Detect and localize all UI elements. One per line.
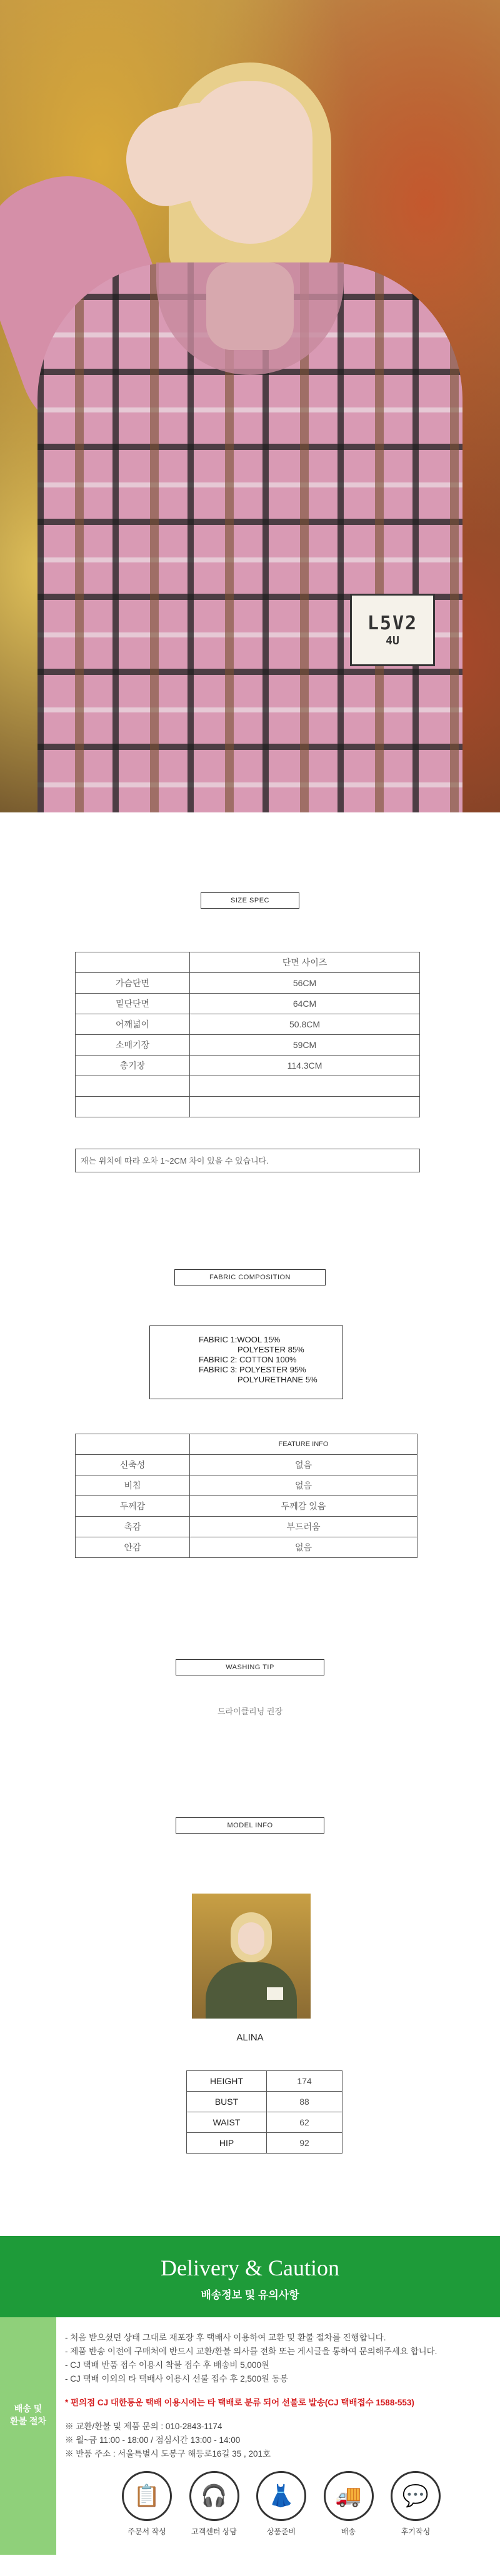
model-photo-jacket [206,1962,297,2019]
delivery-body [0,2317,500,2576]
table-cell: 없음 [190,1537,418,1558]
table-cell: 없음 [190,1475,418,1496]
table-row [187,2112,342,2133]
table-row [76,1455,418,1475]
washing-text: 드라이클리닝 권장 [217,1707,283,1716]
table-cell: 64CM [190,994,420,1014]
washing-title: WASHING TIP [176,1659,324,1675]
process-step [119,2471,175,2537]
table-cell: 어깨넓이 [76,1014,190,1035]
process-step [253,2471,309,2537]
table-row [76,1475,418,1496]
table-cell: 안감 [76,1537,190,1558]
table-cell: 두께감 [76,1496,190,1517]
process-step [388,2471,444,2537]
side-label-line: 배송 및 [14,2404,42,2414]
table-cell [190,1097,420,1117]
model-name: ALINA [236,2032,264,2043]
delivery-warning: * 편의점 CJ 대한통운 택배 이용시에는 타 택배로 분류 되어 선불로 발송(CJ 택배접수 1588-553) [65,2398,414,2407]
process-step-label: 고객센터 상담 [191,2527,237,2536]
process-step [186,2471,242,2537]
delivery-line: - CJ 택배 이외의 타 택배사 이용시 선불 접수 후 2,500원 동봉 [65,2374,288,2384]
table-row [76,1014,420,1035]
model-info-title: MODEL INFO [176,1817,324,1834]
table-row [76,1076,420,1097]
table-row [76,1517,418,1537]
table-cell: 없음 [190,1455,418,1475]
table-cell: 소매기장 [76,1035,190,1056]
table-row [76,1496,418,1517]
patch-text-1: L5V2 [367,612,418,634]
delivery-line: - 제품 반송 이전에 구매처에 반드시 교환/환불 의사를 전화 또는 게시글을 통하여 문의해주세요 합니다. [65,2347,438,2356]
table-cell [76,1076,190,1097]
table-cell: 가슴단면 [76,973,190,994]
fabric-line: POLYESTER 85% [238,1345,304,1354]
table-cell: 비침 [76,1475,190,1496]
delivery-text [65,2331,490,2461]
process-step-label: 배송 [341,2527,356,2536]
table-cell: 114.3CM [190,1056,420,1076]
fabric-title: FABRIC COMPOSITION [174,1269,326,1286]
table-row [76,1537,418,1558]
table-cell: HIP [187,2133,267,2154]
size-note: 재는 위치에 따라 오차 1~2CM 차이 있을 수 있습니다. [75,1149,420,1172]
table-cell: 촉감 [76,1517,190,1537]
model-photo-face [238,1922,264,1955]
headset-icon: 🎧 [189,2471,239,2521]
table-cell: 총기장 [76,1056,190,1076]
process-step-label: 주문서 작성 [128,2527,166,2536]
fabric-line: FABRIC 2: COTTON 100% [199,1355,297,1364]
clipboard-icon: 📋 [122,2471,172,2521]
table-row [76,1035,420,1056]
table-cell: 밑단단면 [76,994,190,1014]
table-cell [190,1076,420,1097]
table-row [76,973,420,994]
model-photo-patch [267,1987,283,2000]
table-cell: BUST [187,2092,267,2112]
coat-patch-logo [350,594,435,666]
table-cell [76,1434,190,1455]
table-cell [76,952,190,973]
table-cell: WAIST [187,2112,267,2133]
size-spec-title: SIZE SPEC [201,892,299,909]
table-cell: 174 [267,2071,342,2092]
table-row [187,2092,342,2112]
side-label-line: 환불 절차 [10,2416,46,2426]
review-icon: 💬 [391,2471,441,2521]
table-header: 단면 사이즈 [190,952,420,973]
size-spec-table [75,952,420,1117]
delivery-info-line: ※ 월~금 11:00 - 18:00 / 점심시간 13:00 - 14:00 [65,2435,241,2445]
table-cell: 59CM [190,1035,420,1056]
delivery-title: Delivery & Caution [161,2255,339,2280]
table-cell: 신축성 [76,1455,190,1475]
turtleneck [206,262,294,350]
table-row [76,1434,418,1455]
table-cell: 92 [267,2133,342,2154]
hero-photo [0,0,500,812]
delivery-header [0,2236,500,2317]
table-cell: 두께감 있음 [190,1496,418,1517]
table-cell: 88 [267,2092,342,2112]
table-cell [76,1097,190,1117]
delivery-side-label [0,2317,56,2555]
feature-table [75,1434,418,1558]
table-cell: 62 [267,2112,342,2133]
process-step-label: 상품준비 [266,2527,296,2536]
model-photo [192,1894,311,2019]
table-cell: 56CM [190,973,420,994]
table-row [76,1097,420,1117]
process-icons [119,2471,444,2537]
table-cell: 부드러움 [190,1517,418,1537]
process-step [321,2471,377,2537]
delivery-info-line: ※ 교환/환불 및 제품 문의 : 010-2843-1174 [65,2422,222,2431]
dress-icon: 👗 [256,2471,306,2521]
fabric-line: FABRIC 3: POLYESTER 95% [199,1365,306,1374]
table-row [187,2133,342,2154]
delivery-subtitle: 배송정보 및 유의사항 [201,2289,299,2301]
model-table [186,2070,342,2154]
delivery-line: - 처음 받으셨던 상태 그대로 재포장 후 택배사 이용하여 교환 및 환불 절차를 진행합니다. [65,2333,386,2342]
table-row [76,1056,420,1076]
fabric-line: FABRIC 1:WOOL 15% [199,1335,281,1344]
fabric-box [149,1325,343,1399]
table-cell: 50.8CM [190,1014,420,1035]
process-step-label: 후기작성 [401,2527,431,2536]
table-row [76,994,420,1014]
patch-text-2: 4U [386,634,399,647]
table-row [187,2071,342,2092]
fabric-line: POLYURETHANE 5% [238,1375,318,1384]
table-cell: HEIGHT [187,2071,267,2092]
table-row [76,952,420,973]
truck-icon: 🚚 [324,2471,374,2521]
table-header: FEATURE INFO [190,1434,418,1455]
delivery-info-line: ※ 반품 주소 : 서울특별시 도봉구 해등로16길 35 , 201호 [65,2449,271,2459]
delivery-line: - CJ 택배 반품 접수 이용시 착불 접수 후 배송비 5,000원 [65,2360,270,2370]
